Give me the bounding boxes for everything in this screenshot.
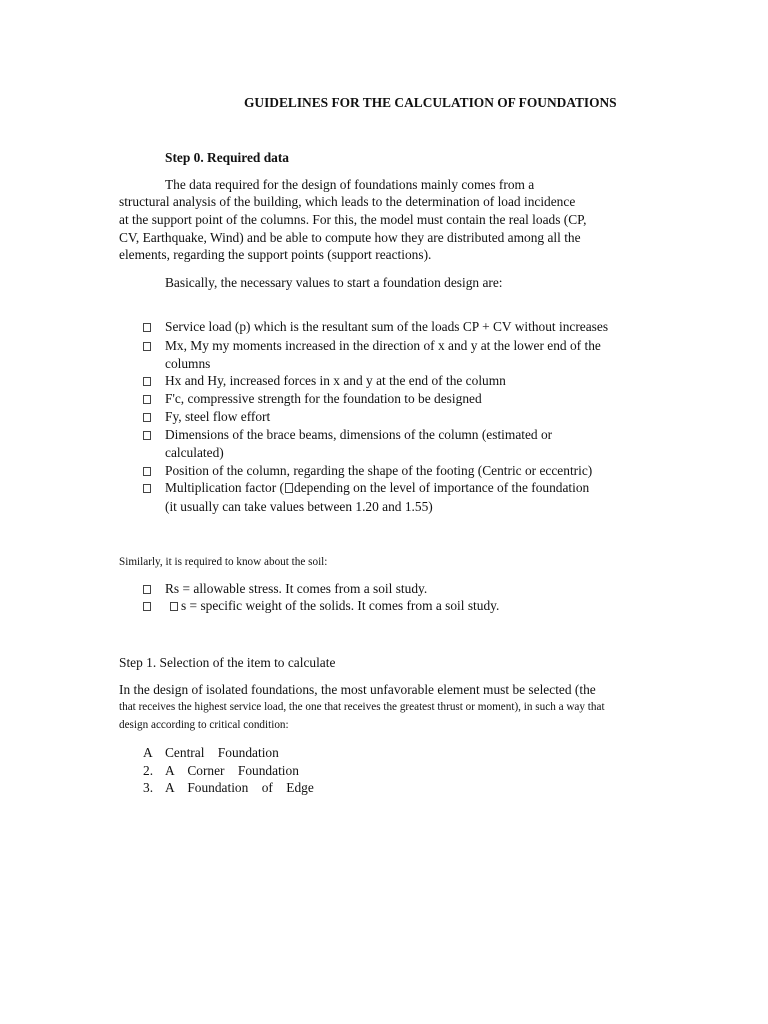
list-item-text: depending on the level of importance of the foundation xyxy=(294,480,590,495)
list-item: Rs = allowable stress. It comes from a soil study. xyxy=(165,581,428,596)
bullet-box-icon xyxy=(143,462,151,480)
list-marker: A xyxy=(143,745,153,760)
list-item: A Corner Foundation xyxy=(165,763,299,778)
list-item: Hx and Hy, increased forces in x and y at the end of the column xyxy=(165,373,506,388)
paragraph-line: at the support point of the columns. For this, the model must contain the real loads (CP, xyxy=(119,212,587,227)
list-item: A Foundation of Edge xyxy=(165,780,314,795)
bullet-box-icon xyxy=(143,597,151,615)
list-marker: 3. xyxy=(143,780,154,795)
soil-intro: Similarly, it is required to know about the soil: xyxy=(119,556,328,568)
paragraph-line: that receives the highest service load, the one that receives the greatest thrust or moment), in such a way that xyxy=(119,701,605,713)
list-item: Service load (p) which is the resultant sum of the loads CP + CV without increases xyxy=(165,319,609,334)
list-item: F'c, compressive strength for the foundation to be designed xyxy=(165,391,482,406)
bullet-box-icon xyxy=(143,390,151,408)
step1-heading: Step 1. Selection of the item to calculate xyxy=(119,655,336,670)
list-item-text: Multiplication factor ( xyxy=(165,480,284,495)
list-item-continuation: (it usually can take values between 1.20 and 1.55) xyxy=(165,499,433,514)
bullet-box-icon xyxy=(143,337,151,355)
bullet-box-icon xyxy=(143,426,151,444)
paragraph-line: design according to critical condition: xyxy=(119,719,289,731)
step0-paragraph-2: Basically, the necessary values to start a foundation design are: xyxy=(165,275,503,290)
bullet-box-icon xyxy=(143,580,151,598)
bullet-box-icon xyxy=(143,372,151,390)
list-item-continuation: calculated) xyxy=(165,445,224,460)
step0-heading: Step 0. Required data xyxy=(165,150,290,165)
paragraph-line: The data required for the design of foundations mainly comes from a xyxy=(165,177,535,192)
list-item: Fy, steel flow effort xyxy=(165,409,271,424)
missing-glyph-icon xyxy=(170,597,178,615)
bullet-box-icon xyxy=(143,318,151,336)
list-item xyxy=(165,479,589,497)
list-marker: 2. xyxy=(143,763,154,778)
list-item: Mx, My my moments increased in the direction of x and y at the lower end of the xyxy=(165,338,601,353)
paragraph-line: In the design of isolated foundations, the most unfavorable element must be selected (the xyxy=(119,682,596,697)
paragraph-line: structural analysis of the building, which leads to the determination of load incidence xyxy=(119,194,576,209)
list-item-continuation: columns xyxy=(165,356,211,371)
list-item: Dimensions of the brace beams, dimensions of the column (estimated or xyxy=(165,427,553,442)
bullet-box-icon xyxy=(143,479,151,497)
list-item: Central Foundation xyxy=(165,745,279,760)
missing-glyph-icon xyxy=(285,483,293,493)
document-title: GUIDELINES FOR THE CALCULATION OF FOUNDATIONS xyxy=(244,95,617,110)
paragraph-line: CV, Earthquake, Wind) and be able to compute how they are distributed among all the xyxy=(119,230,581,245)
list-item: Position of the column, regarding the shape of the footing (Centric or eccentric) xyxy=(165,463,593,478)
paragraph-line: elements, regarding the support points (support reactions). xyxy=(119,247,432,262)
list-item: s = specific weight of the solids. It comes from a soil study. xyxy=(181,598,500,613)
bullet-box-icon xyxy=(143,408,151,426)
